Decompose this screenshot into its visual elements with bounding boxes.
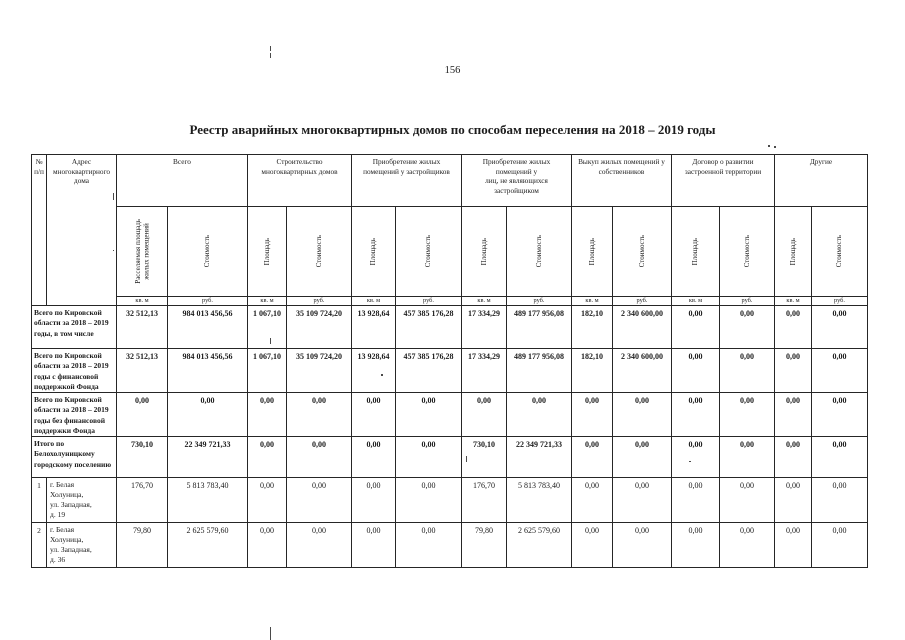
- value-cell: 35 109 724,20: [287, 306, 352, 349]
- scan-mark: [768, 145, 770, 147]
- subheader-cell: [613, 207, 672, 297]
- scan-mark: [774, 146, 776, 148]
- subheader-text-line: жилых помещений: [142, 223, 150, 280]
- value-cell: 0,00: [775, 393, 812, 437]
- page-number: 156: [444, 65, 461, 76]
- unit-cell: руб.: [168, 297, 248, 306]
- header-number-text: №: [35, 157, 43, 166]
- header-group-text: застроенной территории: [684, 166, 762, 176]
- value-cell: 0,00: [720, 306, 775, 349]
- subheader-text: [315, 235, 324, 267]
- value-cell: 984 013 456,56: [168, 306, 248, 349]
- subheader-cell: [507, 207, 572, 297]
- subheader-cell: [572, 207, 613, 297]
- register-table: [31, 154, 868, 568]
- value-cell: 0,00: [168, 393, 248, 437]
- header-group-text: Договор о развитии: [692, 157, 754, 166]
- value-cell: 79,80: [117, 523, 168, 568]
- value-cell: 182,10: [572, 306, 613, 349]
- value-cell: 0,00: [287, 478, 352, 523]
- house-address-cell: [47, 478, 117, 523]
- value-cell: 0,00: [720, 349, 775, 393]
- value-cell: 0,00: [720, 437, 775, 478]
- value-cell: 0,00: [672, 349, 720, 393]
- subheader-text-line: Площадь: [479, 237, 488, 266]
- header-group-cell: [572, 155, 672, 207]
- subheader-text-line: Площадь: [369, 237, 378, 266]
- unit-cell: кв. м: [462, 297, 507, 306]
- value-cell: 0,00: [812, 306, 868, 349]
- unit-cell: кв. м: [572, 297, 613, 306]
- value-cell: 0,00: [775, 523, 812, 568]
- summary-label-line: годы с финансовой: [34, 371, 99, 381]
- value-cell: 0,00: [812, 437, 868, 478]
- unit-cell: руб.: [720, 297, 775, 306]
- value-cell: 0,00: [613, 523, 672, 568]
- subheader-text-line: Стоимость: [835, 235, 844, 268]
- value-cell: 730,10: [117, 437, 168, 478]
- value-cell: 0,00: [672, 393, 720, 437]
- value-cell: 0,00: [672, 437, 720, 478]
- header-address-text: дома: [73, 176, 90, 186]
- value-cell: 0,00: [812, 393, 868, 437]
- header-group-text: Выкуп жилых помещений у: [578, 157, 665, 166]
- header-group-text: застройщиком: [494, 185, 539, 195]
- value-cell: 0,00: [248, 478, 287, 523]
- subheader-cell: [168, 207, 248, 297]
- scan-mark: [270, 627, 271, 640]
- value-cell: 182,10: [572, 349, 613, 393]
- value-cell: 0,00: [248, 437, 287, 478]
- value-cell: 0,00: [572, 523, 613, 568]
- summary-row-label: [32, 349, 117, 393]
- value-cell: 0,00: [287, 393, 352, 437]
- subheader-cell: [720, 207, 775, 297]
- value-cell: 0,00: [812, 523, 868, 568]
- house-address-line: д. 36: [50, 555, 66, 564]
- header-address-text: многоквартирного: [52, 166, 111, 176]
- subheader-text-line: Стоимость: [314, 235, 323, 268]
- value-cell: 0,00: [720, 523, 775, 568]
- value-cell: 984 013 456,56: [168, 349, 248, 393]
- header-group-cell: [462, 155, 572, 207]
- header-number-text: п/п: [34, 166, 44, 176]
- subheader-text-line: Площадь: [788, 237, 797, 266]
- value-cell: 1 067,10: [248, 306, 287, 349]
- house-address-line: ул. Западная,: [50, 545, 92, 554]
- subheader-cell: [462, 207, 507, 297]
- value-cell: 17 334,29: [462, 349, 507, 393]
- summary-label-line: Итого по: [34, 439, 65, 448]
- summary-label-line: Всего по Кировской: [34, 308, 102, 317]
- header-group-text: Приобретение жилых: [482, 157, 551, 166]
- summary-label-line: области за 2018 – 2019: [34, 318, 109, 328]
- value-cell: 0,00: [672, 523, 720, 568]
- house-address-line: д. 19: [50, 510, 66, 519]
- house-address-line: г. Белая: [50, 480, 75, 489]
- subheader-cell: [117, 207, 168, 297]
- value-cell: 0,00: [613, 437, 672, 478]
- value-cell: 0,00: [248, 393, 287, 437]
- house-address-cell: [47, 523, 117, 568]
- header-address-text: Адрес: [71, 157, 92, 166]
- subheader-text-line: Площадь: [691, 237, 700, 266]
- subheader-text: [480, 238, 489, 265]
- subheader-text-line: Стоимость: [534, 235, 543, 268]
- value-cell: 0,00: [248, 523, 287, 568]
- subheader-cell: [287, 207, 352, 297]
- subheader-text: [535, 235, 544, 267]
- unit-cell: кв. м: [117, 297, 168, 306]
- unit-cell: кв. м: [672, 297, 720, 306]
- house-address-line: Холуница,: [50, 490, 84, 499]
- value-cell: 0,00: [775, 437, 812, 478]
- value-cell: 0,00: [775, 478, 812, 523]
- subheader-text: [424, 235, 433, 267]
- value-cell: 32 512,13: [117, 306, 168, 349]
- subheader-text: [263, 238, 272, 265]
- subheader-cell: [775, 207, 812, 297]
- value-cell: 13 928,64: [352, 349, 396, 393]
- value-cell: 730,10: [462, 437, 507, 478]
- scan-mark: [381, 374, 383, 376]
- summary-label-line: области за 2018 – 2019: [34, 361, 109, 371]
- subheader-cell: [396, 207, 462, 297]
- scan-mark: [689, 461, 691, 462]
- value-cell: 17 334,29: [462, 306, 507, 349]
- header-group-cell: [117, 155, 248, 207]
- subheader-text-line: Стоимость: [637, 235, 646, 268]
- house-number-cell: 2: [32, 523, 47, 568]
- subheader-text: [691, 238, 700, 265]
- summary-label-line: Всего по Кировской: [34, 395, 102, 404]
- value-cell: 22 349 721,33: [168, 437, 248, 478]
- unit-cell: руб.: [287, 297, 352, 306]
- value-cell: 0,00: [287, 523, 352, 568]
- subheader-text: [789, 238, 798, 265]
- unit-cell: кв. м: [248, 297, 287, 306]
- unit-cell: руб.: [812, 297, 868, 306]
- value-cell: 13 928,64: [352, 306, 396, 349]
- subheader-text: [203, 235, 212, 267]
- scan-mark: [113, 193, 114, 200]
- value-cell: 0,00: [462, 393, 507, 437]
- unit-cell: кв. м: [352, 297, 396, 306]
- value-cell: 0,00: [812, 349, 868, 393]
- subheader-text-line: Стоимость: [742, 235, 751, 268]
- scan-mark: [270, 53, 271, 58]
- value-cell: 0,00: [352, 478, 396, 523]
- value-cell: 0,00: [672, 306, 720, 349]
- subheader-text: [835, 235, 844, 267]
- summary-row-label: [32, 306, 117, 349]
- subheader-text: [588, 238, 597, 265]
- header-group-text: помещений у: [495, 166, 538, 176]
- subheader-cell: [352, 207, 396, 297]
- subheader-cell: [248, 207, 287, 297]
- value-cell: 35 109 724,20: [287, 349, 352, 393]
- house-address-line: ул. Западная,: [50, 500, 92, 509]
- value-cell: 2 625 579,60: [168, 523, 248, 568]
- value-cell: 0,00: [396, 523, 462, 568]
- summary-label-line: Всего по Кировской: [34, 351, 102, 360]
- summary-label-line: городскому поселению: [34, 459, 112, 469]
- scan-mark: [113, 250, 114, 251]
- value-cell: 0,00: [396, 393, 462, 437]
- value-cell: 457 385 176,28: [396, 349, 462, 393]
- header-group-cell: [672, 155, 775, 207]
- value-cell: 1 067,10: [248, 349, 287, 393]
- value-cell: 0,00: [352, 437, 396, 478]
- value-cell: 0,00: [812, 478, 868, 523]
- value-cell: 0,00: [672, 478, 720, 523]
- summary-label-line: годы без финансовой: [34, 415, 106, 425]
- value-cell: 0,00: [352, 393, 396, 437]
- subheader-text: [369, 238, 378, 265]
- value-cell: 176,70: [117, 478, 168, 523]
- value-cell: 22 349 721,33: [507, 437, 572, 478]
- summary-row-label: [32, 437, 117, 478]
- value-cell: 0,00: [117, 393, 168, 437]
- value-cell: 79,80: [462, 523, 507, 568]
- value-cell: 0,00: [572, 437, 613, 478]
- header-group-text: Другие: [809, 157, 833, 166]
- summary-label-line: поддержки Фонда: [34, 426, 95, 436]
- subheader-text: [134, 219, 151, 284]
- subheader-text-line: Площадь: [262, 237, 271, 266]
- subheader-cell: [672, 207, 720, 297]
- subheader-text: [638, 235, 647, 267]
- subheader-text-line: Стоимость: [203, 235, 212, 268]
- header-group-text: многоквартирных домов: [261, 166, 338, 176]
- value-cell: 457 385 176,28: [396, 306, 462, 349]
- unit-cell: руб.: [507, 297, 572, 306]
- value-cell: 489 177 956,08: [507, 349, 572, 393]
- header-group-text: собственников: [598, 166, 645, 176]
- value-cell: 0,00: [775, 349, 812, 393]
- value-cell: 0,00: [352, 523, 396, 568]
- scan-mark: [270, 46, 271, 51]
- header-group-text: помещений у застройщиков: [363, 166, 450, 176]
- value-cell: 0,00: [396, 437, 462, 478]
- page-title: Реестр аварийных многоквартирных домов по способам переселения на 2018 – 2019 годы: [189, 122, 716, 137]
- value-cell: 0,00: [775, 306, 812, 349]
- value-cell: 0,00: [572, 393, 613, 437]
- summary-label-line: поддержкой Фонда: [34, 382, 99, 392]
- header-group-cell: [775, 155, 868, 207]
- scan-mark: [270, 338, 271, 344]
- header-group-text: Всего: [173, 157, 191, 166]
- header-address-cell: [47, 155, 117, 306]
- subheader-text: [743, 235, 752, 267]
- header-group-text: Строительство: [276, 157, 323, 166]
- house-number-cell: 1: [32, 478, 47, 523]
- header-number-cell: [32, 155, 47, 306]
- value-cell: 2 625 579,60: [507, 523, 572, 568]
- value-cell: 176,70: [462, 478, 507, 523]
- value-cell: 5 813 783,40: [168, 478, 248, 523]
- value-cell: 0,00: [287, 437, 352, 478]
- value-cell: 5 813 783,40: [507, 478, 572, 523]
- summary-label-line: Белохолуницкому: [34, 449, 95, 459]
- summary-row-label: [32, 393, 117, 437]
- scan-mark: [466, 456, 467, 462]
- value-cell: 0,00: [507, 393, 572, 437]
- value-cell: 0,00: [613, 393, 672, 437]
- summary-label-line: годы, в том числе: [34, 328, 94, 338]
- subheader-text-line: Расселяемая площадь: [133, 219, 142, 284]
- header-group-cell: [248, 155, 352, 207]
- subheader-text-line: Площадь: [587, 237, 596, 266]
- value-cell: 32 512,13: [117, 349, 168, 393]
- unit-cell: руб.: [613, 297, 672, 306]
- house-address-line: Холуница,: [50, 535, 84, 544]
- value-cell: 0,00: [720, 393, 775, 437]
- header-group-text: лиц, не являющихся: [485, 176, 548, 186]
- value-cell: 489 177 956,08: [507, 306, 572, 349]
- value-cell: 2 340 600,00: [613, 349, 672, 393]
- value-cell: 0,00: [613, 478, 672, 523]
- subheader-text-line: Стоимость: [424, 235, 433, 268]
- value-cell: 0,00: [572, 478, 613, 523]
- value-cell: 0,00: [396, 478, 462, 523]
- header-group-text: Приобретение жилых: [372, 157, 441, 166]
- unit-cell: руб.: [396, 297, 462, 306]
- value-cell: 2 340 600,00: [613, 306, 672, 349]
- summary-label-line: области за 2018 – 2019: [34, 405, 109, 415]
- unit-cell: кв. м: [775, 297, 812, 306]
- house-address-line: г. Белая: [50, 525, 75, 534]
- header-group-cell: [352, 155, 462, 207]
- value-cell: 0,00: [720, 478, 775, 523]
- subheader-cell: [812, 207, 868, 297]
